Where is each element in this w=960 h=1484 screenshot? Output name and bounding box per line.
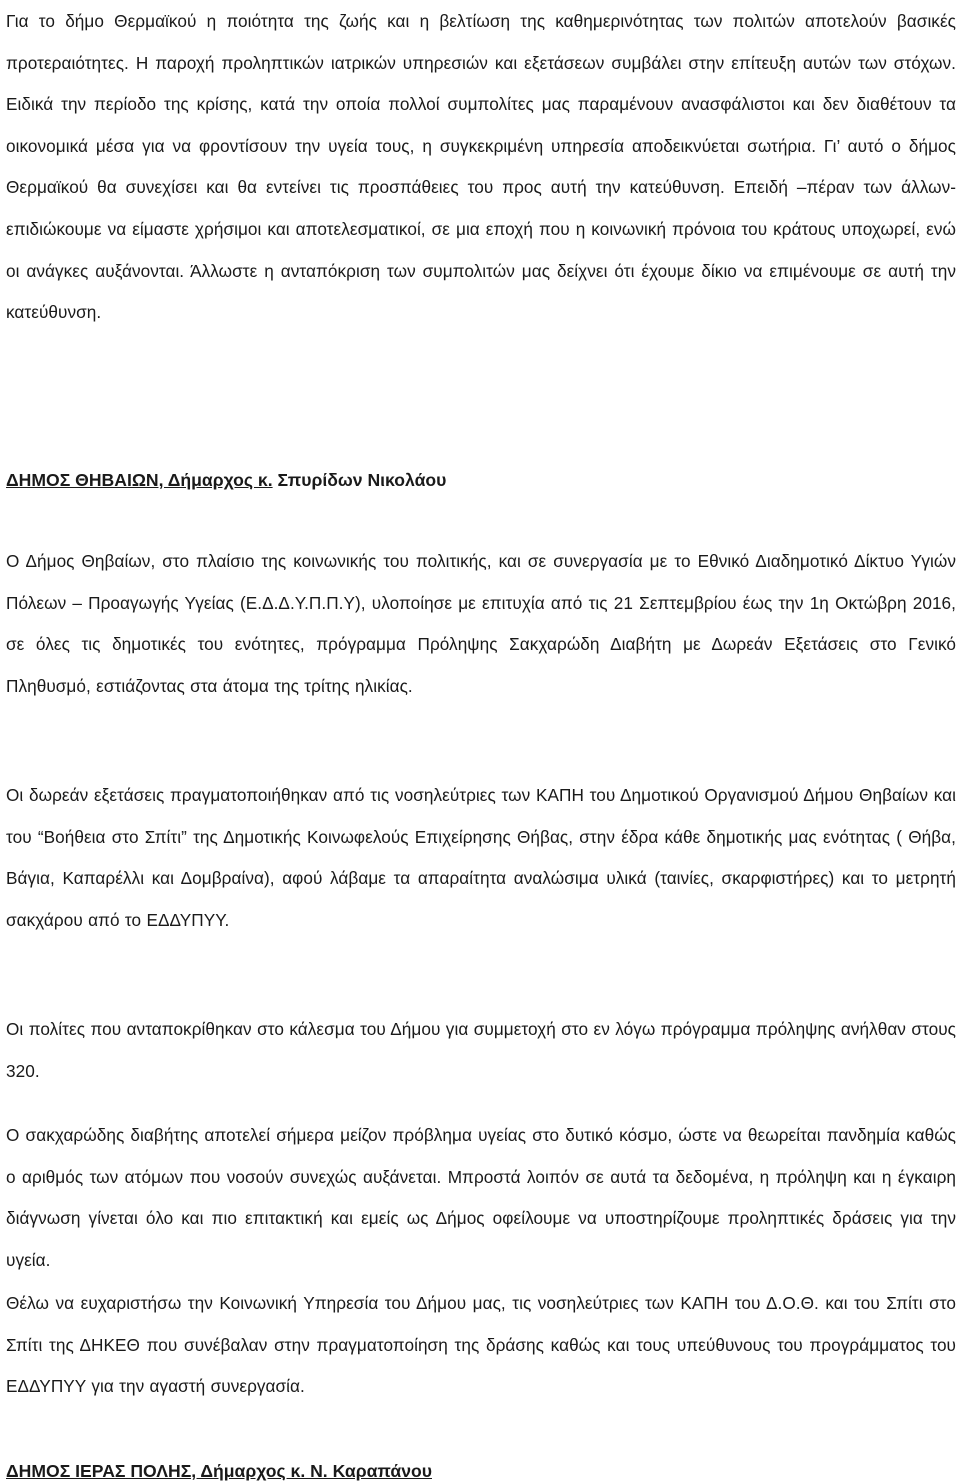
paragraph-thebes-program: Ο Δήμος Θηβαίων, στο πλαίσιο της κοινωνικής του πολιτικής, και σε συνεργασία με το Εθνικό Διαδημοτικό Δίκτυο Υγιών Πόλεων – Προαγωγής Υγείας (Ε.Δ.Δ.Υ.Π.Π.Υ), υλοποίησε με επιτυχία από τις 21 Σεπτεμβρίου έως την 1η Οκτώβρη 2016, σε όλες τις δημοτικές του ενότητες, πρόγραμμα Πρόληψης Σακχαρώδη Διαβήτη με Δωρεάν Εξετάσεις στο Γενικό Πληθυσμό, εστιάζοντας στα άτομα της τρίτης ηλικίας. (6, 551, 956, 696)
paragraph-participants: Οι πολίτες που ανταποκρίθηκαν στο κάλεσμα του Δήμου για συμμετοχή στο εν λόγω πρόγραμμα πρόληψης ανήλθαν στους 320. (6, 1019, 956, 1081)
paragraph-thebes-exams: Οι δωρεάν εξετάσεις πραγματοποιήθηκαν από τις νοσηλεύτριες των ΚΑΠΗ του Δημοτικού Οργανισμού Δήμου Θηβαίων και του “Βοήθεια στο Σπίτι” της Δημοτικής Κοινωφελούς Επιχείρησης Θήβας, στην έδρα κάθε δημοτικής μας ενότητας ( Θήβα, Βάγια, Καπαρέλλι και Δομβραίνα), αφού λάβαμε τα απαραίτητα αναλώσιμα υλικά (ταινίες, σκαρφιστήρες) και το μετρητή σακχάρου από το ΕΔΔΥΠΥΥ. (6, 785, 956, 930)
paragraph-thermaikos: Για το δήμο Θερμαϊκού η ποιότητα της ζωής και η βελτίωση της καθημερινότητας των πολιτών αποτελούν βασικές προτεραιότητες. Η παροχή προληπτικών ιατρικών υπηρεσιών και εξετάσεων συμβάλει στην επίτευξη αυτών των στόχων. Ειδικά την περίοδο της κρίσης, κατά την οποία πολλοί συμπολίτες μας παραμένουν ανασφάλιστοι και δεν διαθέτουν τα οικονομικά μέσα για να φροντίσουν την υγεία τους, η συγκεκριμένη υπηρεσία αποδεικνύεται σωτήρια. Γι’ αυτό ο δήμος Θερμαϊκού θα συνεχίσει και θα εντείνει τις προσπάθειες του προς αυτή την κατεύθυνση. Επειδή –πέραν των άλλων- επιδιώκουμε να είμαστε χρήσιμοι και αποτελεσματικοί, σε μια εποχή που η κοινωνική πρόνοια του κράτους υποχωρεί, ενώ οι ανάγκες αυξάνονται. Άλλωστε η ανταπόκριση των συμπολιτών μας δείχνει ότι έχουμε δίκιο να επιμένουμε σε αυτή την κατεύθυνση. (6, 11, 956, 323)
heading-thebes (6, 469, 446, 491)
heading-thebes-mayor: Σπυρίδων Νικολάου (272, 470, 447, 490)
paragraph-diabetes: Ο σακχαρώδης διαβήτης αποτελεί σήμερα μείζον πρόβλημα υγείας στο δυτικό κόσμο, ώστε να θεωρείται πανδημία καθώς ο αριθμός των ατόμων που νοσούν συνεχώς αυξάνεται. Μπροστά λοιπόν σε αυτά τα δεδομένα, η πρόληψη και η έγκαιρη διάγνωση γίνεται όλο και πιο επιτακτική και εμείς ως Δήμος οφείλουμε να υποστηρίζουμε προληπτικές δράσεις για την υγεία. (6, 1125, 956, 1270)
heading-thebes-prefix: ΔΗΜΟΣ ΘΗΒΑΙΩΝ, Δήμαρχος κ. (6, 470, 273, 490)
paragraph-thanks: Θέλω να ευχαριστήσω την Κοινωνική Υπηρεσία του Δήμου μας, τις νοσηλεύτριες των ΚΑΠΗ του Δ.Ο.Θ. και του Σπίτι στο Σπίτι της ΔΗΚΕΘ που συνέβαλαν στην πραγματοποίηση της δράσης καθώς και τους υπεύθυνους του προγράμματος του ΕΔΔΥΠΥΥ για την αγαστή συνεργασία. (6, 1293, 956, 1397)
heading-iera-polis: ΔΗΜΟΣ ΙΕΡΑΣ ΠΟΛΗΣ, Δήμαρχος κ. Ν. Καραπάνου (6, 1461, 432, 1481)
